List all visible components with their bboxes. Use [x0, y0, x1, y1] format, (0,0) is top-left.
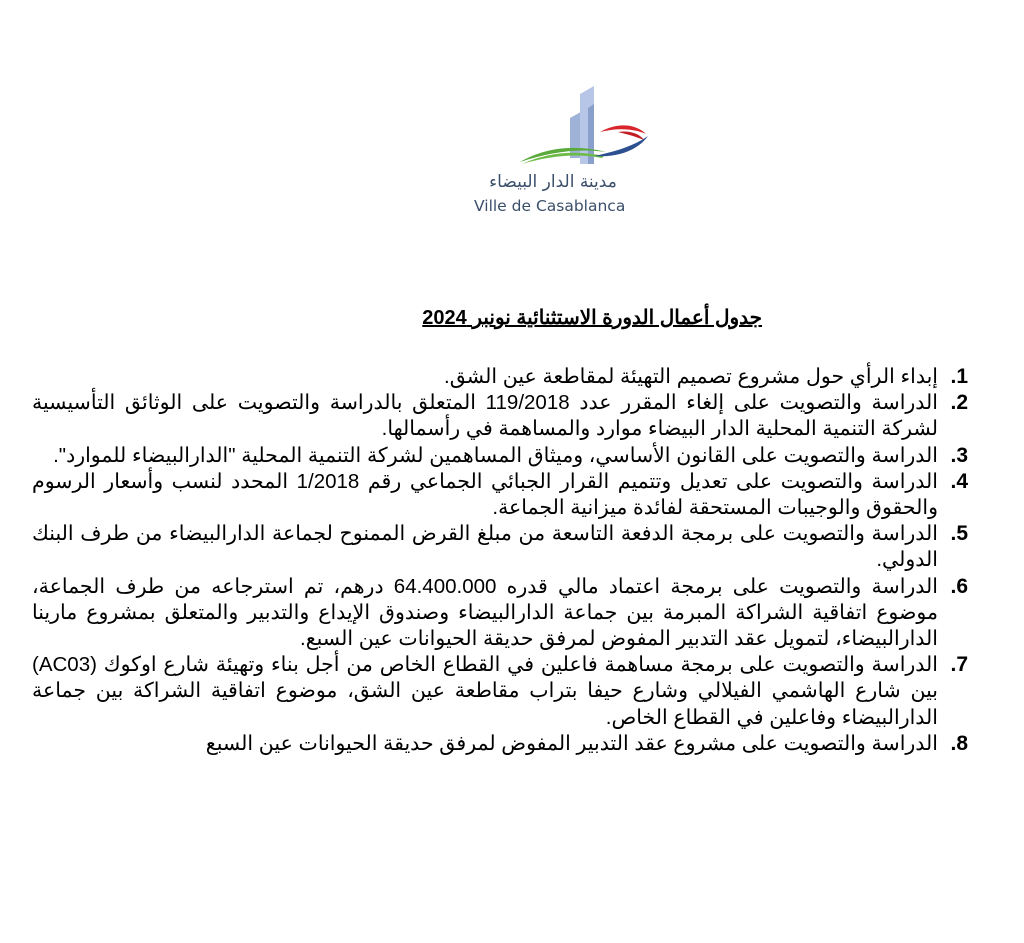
agenda-item	[32, 469, 968, 521]
agenda-item-text: إبداء الرأي حول مشروع تصميم التهيئة لمقاطعة عين الشق.	[444, 365, 938, 388]
agenda-item-text: الدراسة والتصويت على برمجة مساهمة فاعلين في القطاع الخاص من أجل بناء وتهيئة شارع اوكوك (AC03) بين شارع الهاشمي الفيلالي وشارع حيفا بتراب مقاطعة عين الشق، موضوع اتفاقية الشراكة بين جماعة الدارالبيضاء وفاعلين في القطاع الخاص.	[32, 653, 938, 729]
document-title: جدول أعمال الدورة الاستثنائية نونبر 2024	[422, 307, 762, 329]
agenda-item-number: 6.	[950, 574, 968, 598]
agenda-item-number: 5.	[950, 522, 968, 546]
city-logo	[468, 86, 652, 218]
agenda-item	[32, 731, 968, 757]
agenda-item	[32, 652, 968, 731]
agenda-item-number: 7.	[950, 653, 968, 677]
casablanca-emblem-icon	[514, 86, 654, 172]
agenda-item-number: 4.	[950, 469, 968, 493]
agenda-item	[32, 364, 968, 390]
agenda-item-text: الدراسة والتصويت على برمجة اعتماد مالي قدره 64.400.000 درهم، تم استرجاعه من طرف الجماعة، موضوع اتفاقية الشراكة المبرمة بين جماعة الدارالبيضاء وصندوق الإيداع والتدبير والمتعلق بمشروع مارينا الدارالبيضاء، لتمويل عقد التدبير المفوض لمرفق حديقة الحيوانات عين السبع.	[32, 574, 938, 651]
agenda-item-text: الدراسة والتصويت على برمجة الدفعة التاسعة من مبلغ القرض الممنوح لجماعة الدارالبيضاء من طرف البنك الدولي.	[32, 522, 938, 572]
agenda-item-number: 1.	[950, 365, 968, 388]
agenda-item-text: الدراسة والتصويت على مشروع عقد التدبير المفوض لمرفق حديقة الحيوانات عين السبع	[205, 731, 938, 755]
agenda-item-text: الدراسة والتصويت على تعديل وتتميم القرار الجبائي الجماعي رقم 1/2018 المحدد لنسب وأسعار الرسوم والحقوق والوجيبات المستحقة لفائدة ميزانية الجماعة.	[32, 469, 938, 520]
agenda-item-text: الدراسة والتصويت على القانون الأساسي، وميثاق المساهمين لشركة التنمية المحلية "الدارالبيضاء للموارد".	[53, 443, 938, 467]
agenda-item-number: 2.	[950, 391, 968, 415]
agenda-item	[32, 443, 968, 469]
logo-arabic-name: مدينة الدار البيضاء	[489, 172, 617, 192]
agenda-item	[32, 574, 968, 653]
agenda-item	[32, 521, 968, 573]
agenda-item-text: الدراسة والتصويت على إلغاء المقرر عدد 119/2018 المتعلق بالدراسة والتصويت على الوثائق التأسيسية لشركة التنمية المحلية الدار البيضاء موارد والمساهمة في رأسمالها.	[32, 391, 938, 441]
agenda-item-number: 8.	[950, 731, 968, 755]
agenda-list	[32, 364, 968, 757]
agenda-item	[32, 390, 968, 442]
logo-french-name: Ville de Casablanca	[474, 197, 626, 215]
agenda-item-number: 3.	[950, 443, 968, 467]
